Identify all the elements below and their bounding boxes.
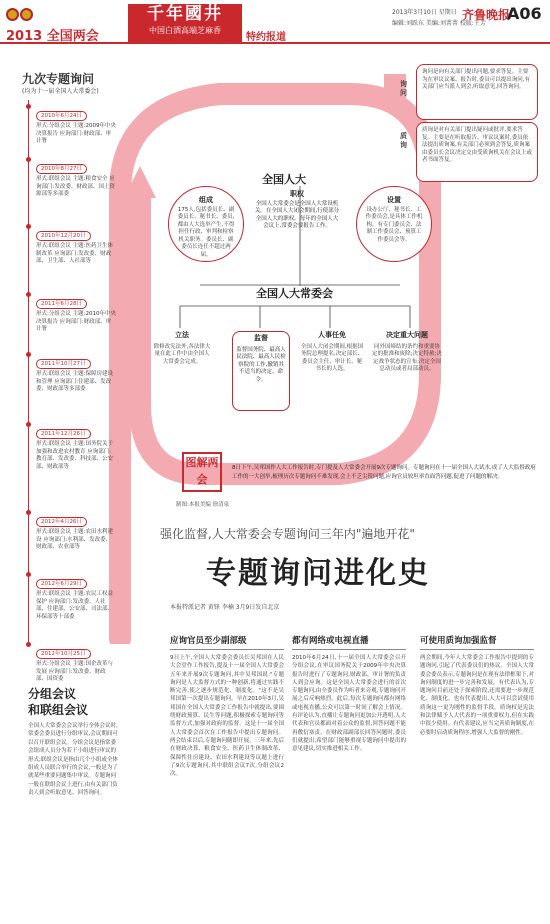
timeline-dot bbox=[26, 157, 31, 162]
timeline-item bbox=[36, 570, 116, 621]
function-body: 全国人大闭会期间,根据国务院总理提名,决定部长、委员会主任、审计长、秘书长的人选。 bbox=[300, 343, 364, 372]
column-body: 两会期间,今年人大常委会工作报告中提到的专题询问,引起了代表委员们的热议。全国人大常委会委员表示,专题询问是在现有法律框架下,对询问制度的进一步完善和发展。有代表认为,专题询问目前还处于探索阶段,还需要进一步规范化、制度化。也有代表提出,人大可以尝试使用质询这一更为刚性的监督手段。质询权是宪法和法律赋予人大代表的一项重要权力,但在实践中很少使用。有代表建议,应当完善质询制度,在必要时启动质询程序,增强人大监督的刚性。 bbox=[420, 655, 534, 736]
note-label-zhixun: 质询 bbox=[400, 132, 407, 149]
issue-date: 2013年3月10日 星期日 bbox=[392, 9, 457, 16]
zucheng-circle bbox=[168, 186, 244, 262]
masthead bbox=[0, 0, 550, 44]
brand-tagline: 中国白酒高端芝麻香 bbox=[149, 26, 221, 35]
timeline-line bbox=[28, 100, 29, 645]
editor-credits: 编辑:刘跃东 美编:刘菁菁 校版:王芳 bbox=[392, 20, 486, 27]
timeline-date: 2011年10月27日 bbox=[36, 359, 91, 369]
zhiquan-title: 职权 bbox=[290, 190, 304, 198]
paper-name: 齐鲁晚报 bbox=[462, 8, 511, 22]
timeline-date: 2010年12月20日 bbox=[36, 231, 91, 241]
note-label-xunwen: 询问 bbox=[400, 80, 407, 97]
timeline-dot bbox=[26, 224, 31, 229]
zucheng-title: 组成 bbox=[199, 196, 213, 204]
timeline-item bbox=[36, 290, 116, 334]
function-branch-lines bbox=[170, 302, 420, 330]
emblem-icon bbox=[6, 6, 34, 24]
npc-title: 全国人大 bbox=[262, 173, 306, 186]
timeline-dot bbox=[26, 292, 31, 297]
column-body: 9日上午,全国人大常委会委员长吴邦国在人民大会堂作工作报告,提及十一届全国人大常委会五年来开展9次专题询问,其中吴邦国说:"专题询问是人大监督方式的一种创新,将通过实践不断完善,使之逐步规范化、制度化。"这不是吴邦国第一次提出专题询问。早在2010年3月,吴邦国在全国人大常委会工作报告中就提出,要围绕财政预算、民生等问题,积极探索专题询问等监督方式,加强对政府的监督。这是十一届全国人大常委会首次在工作报告中提出专题询问。两会结束以后,专题询问随即开展。三年来,先后在财政决算、粮食安全、医药卫生体制改革、保障性住房建设、农田水利建设等议题上进行了9次专题询问,其中联组会议7次,分组会议2次。 bbox=[170, 655, 284, 778]
npc-committee-title: 全国人大常委会 bbox=[256, 287, 333, 300]
article-headline: 专题询问进化史 bbox=[206, 556, 430, 591]
function-body: 除修改宪法外,各法律大量在此工作中由全国人大常委会完成。 bbox=[153, 343, 211, 365]
function-lifa bbox=[152, 332, 212, 366]
section-title: 2013 全国两会 bbox=[6, 29, 99, 44]
special-report-label: 特约报道 bbox=[246, 32, 286, 43]
timeline-date: 2012年10月25日 bbox=[36, 649, 91, 659]
timeline-body: 形式:联组会议 主题:粮食安全 应询部门:发改委、财政部、国土资源部等多部委 bbox=[36, 176, 115, 197]
article-column-2 bbox=[292, 634, 406, 754]
timeline-date: 2011年12月26日 bbox=[36, 429, 91, 439]
article-intro: 8日下午,吴邦国作人大工作报告时,专门提及人大常委会开展9次专题询问。专题询问在十一届全国人大试水,成了人大监督政府工作的一大创举,梳理历次专题询问不难发现,会上不乏尖锐问题,应询官员较坦率直面答问题,促进了问题的解决。 bbox=[232, 465, 536, 480]
timeline-dot bbox=[26, 104, 31, 109]
column-heading: 可使用质询加强监督 bbox=[420, 634, 534, 650]
timeline-dot bbox=[26, 572, 31, 577]
timeline-body: 形式:联组会议 主题:医药卫生体制改革 应询部门:发改委、财政部、卫生部、人社部等 bbox=[36, 243, 113, 264]
article-column-3 bbox=[420, 634, 534, 737]
timeline-dot bbox=[26, 422, 31, 427]
function-jiandu bbox=[232, 331, 290, 411]
group-session-body: 全国人大常委会会议举行全体会议时,常委会委员进行分组审议,会议期间可以召开联组会议。分组会议是指常委会组成人员分为若干小组进行审议的形式;联组会议是指由几个小组或全体组成人员联合举行的会议,一般是为了就某些重要问题集中审议。专题询问一般在联组会议上进行,由有关部门负责人到会听取意见、回答询问。 bbox=[28, 723, 118, 797]
timeline-body: 形式:联组会议 主题:农民工权益保护 应询部门:发改委、人社部、住建部、公安部、司法部、环保部等十部委 bbox=[36, 591, 114, 620]
timeline-title: 九次专题询问 bbox=[22, 72, 95, 86]
group-session-title-line1: 分组会议 bbox=[28, 687, 77, 701]
page-number: A06 bbox=[507, 4, 542, 23]
article-byline: 本报特派记者 黄锋 李楠 3月9日发自北京 bbox=[170, 604, 280, 611]
article-column-1 bbox=[170, 634, 284, 778]
tujie-lianghui-logo: 图解两会 bbox=[182, 452, 222, 492]
brand-ad bbox=[128, 4, 242, 42]
timeline-dot bbox=[26, 642, 31, 647]
timeline-body: 形式:联组会议 主题:农田水利建设 应询部门:水利部、发改委、财政部、农业部等 bbox=[36, 529, 113, 550]
timeline-date: 2012年4月26日 bbox=[36, 517, 87, 527]
timeline-item bbox=[36, 420, 116, 471]
timeline-body: 形式:分组会议 主题:国企改革与发展 应询部门:发改委、财政部、国资委 bbox=[36, 661, 113, 682]
shezhi-circle bbox=[356, 186, 432, 262]
function-renshi bbox=[300, 332, 364, 374]
timeline-date: 2011年6月28日 bbox=[36, 299, 87, 309]
timeline-item bbox=[36, 508, 116, 552]
timeline-body: 形式:联组会议 主题:保障房建设和管理 应询部门:住建部、发改委、财政部等多部委 bbox=[36, 371, 113, 392]
shezhi-body: 设办公厅、秘书长、工作委员会,是具体工作机构。有专门委员会、法制工作委员会、预算工作委员会等。 bbox=[365, 206, 423, 243]
timeline-subtitle: (均为十一届全国人大常委会) bbox=[22, 88, 99, 95]
timeline-date: 2012年6月29日 bbox=[36, 579, 87, 589]
timeline-body: 形式:分组会议 主题:2010年中央决算报告 应询部门:财政部、审计署 bbox=[36, 311, 116, 332]
timeline-item bbox=[36, 640, 116, 684]
article-subhead: 强化监督,人大常委会专题询问三年内"遍地开花" bbox=[160, 527, 415, 541]
timeline-dot bbox=[26, 352, 31, 357]
shezhi-title: 设置 bbox=[387, 196, 401, 204]
column-heading: 都有网络或电视直播 bbox=[292, 634, 406, 650]
zhiquan-body: 全国人大常委会是全国人大常设机关。在全国人大闭会期间,行使部分全国人大的职权。每年的全国人大会议上,常委会要报告工作。 bbox=[254, 200, 340, 229]
timeline-item bbox=[36, 222, 116, 266]
brand-name: 千年國井 bbox=[147, 4, 223, 24]
timeline-item bbox=[36, 350, 116, 394]
zucheng-body: 175人,包括委员长、副委员长、秘书长、委员,都由人大选举产生,不得担任行政、审判和检察机关职务。委员长、副委员长连任不超过两届。 bbox=[177, 206, 235, 258]
function-body: 同外国缔结的条约和重要协定的批准和废除;决定特赦;决定战争状态的宣布;决定全国总动员或者局部动员。 bbox=[372, 343, 442, 372]
function-title: 人事任免 bbox=[318, 331, 346, 339]
column-heading: 应询官员至少副部级 bbox=[170, 634, 284, 650]
function-title: 监督 bbox=[254, 334, 268, 342]
note-xunwen: 询问是向有关部门提出问题,要求答复。主要为在审议议案、报告时,委员可以提出询问,有关部门应当派人到会,听取意见,回答询问。 bbox=[416, 64, 538, 120]
zhiquan-block bbox=[254, 191, 340, 231]
timeline-date: 2010年8月27日 bbox=[36, 164, 87, 174]
timeline-body: 形式:联组会议 主题:国务院关于加强和改进农村教育 应询部门:教育部、发改委、科技部、公安部、财政部等 bbox=[36, 441, 114, 470]
function-body: 监督国务院、最高人民法院、最高人民检察院的工作,撤销其不适当的决定、命令。 bbox=[236, 346, 286, 383]
function-juedingwenti bbox=[372, 332, 442, 374]
group-session-title-line2: 和联组会议 bbox=[28, 703, 89, 717]
timeline-item bbox=[36, 155, 116, 199]
function-title: 立法 bbox=[175, 331, 189, 339]
timeline-body: 形式:分组会议 主题:2009年中央决算报告 应询部门:财政部、审计署 bbox=[36, 123, 116, 144]
function-title: 决定重大问题 bbox=[386, 331, 428, 339]
column-body: 2010年6月24日,十一届全国人大常委会召开分组会议,在审议国务院关于2009年中央决算报告时进行了专题询问,财政部、审计署的负责人到会应询。这是全国人大常委会进行的首次专题询问,由全委员作为听者来旁观,专题询问开展之后反响热烈。此后,每次专题询问都有网络或电视直播,公众可以第一时间了解会上情况。有评论认为,直播让专题询问更加公开透明,人大代表和官员都面对着公众的监督,回答问题不能再敷衍塞责。在财政部副部长回答问题时,委员们就提出,希望部门能够重视专题询问中提出的意见建议,切实推进相关工作。 bbox=[292, 655, 406, 753]
tujie-credit: 制图:本报美编 徐清泉 bbox=[176, 502, 230, 508]
timeline-dot bbox=[26, 510, 31, 515]
note-zhixun: 质询是对有关部门提出疑问或批评,要求答复。主要是在听取报告、审议议案时,委员依法提出质询案,有关部门必须到会答复,质询案由委员长会议决定交由受质询机关在会议上或者书面答复。 bbox=[416, 122, 538, 182]
timeline-item bbox=[36, 102, 116, 146]
timeline-date: 2010年6月24日 bbox=[36, 111, 87, 121]
group-session-title bbox=[28, 686, 88, 718]
